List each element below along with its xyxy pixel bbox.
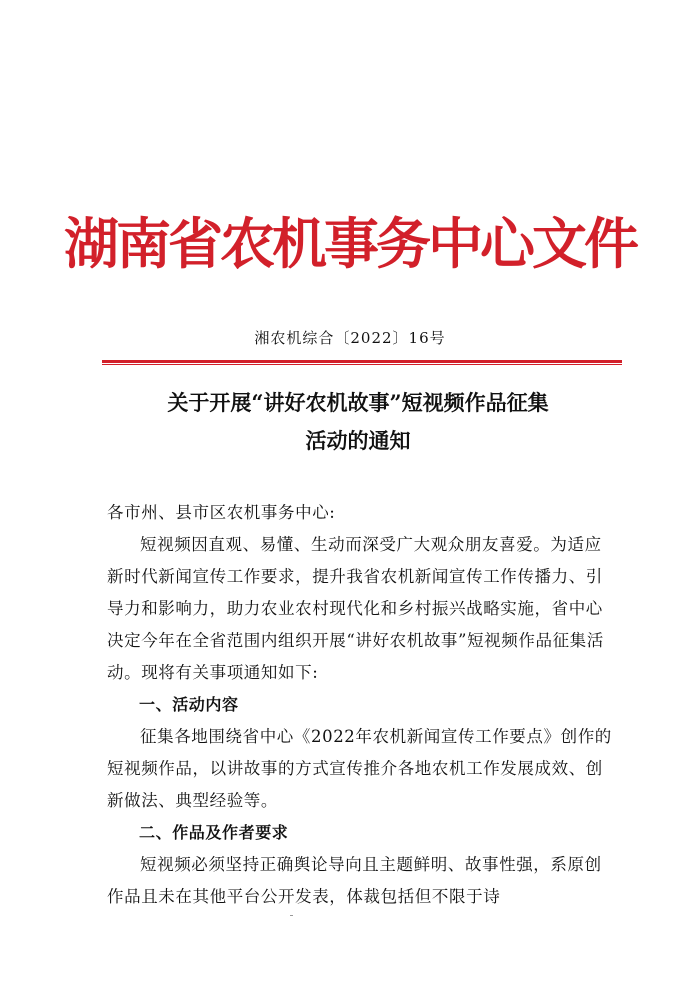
scan-speck [290,915,293,916]
intro-paragraph: 短视频因直观、易懂、生动而深受广大观众朋友喜爱。为适应新时代新闻宣传工作要求，提升我省农机新闻宣传工作传播力、引导力和影响力，助力农业农村现代化和乡村振兴战略实施，省中心决定今年在全省范围内组织开展“讲好农机故事”短视频作品征集活动。现将有关事项通知如下: [107,535,604,682]
document-body [107,497,613,913]
section-heading-work-requirements: 二、作品及作者要求 [139,823,289,842]
notice-title-line1: 关于开展“讲好农机故事”短视频作品征集 [167,390,549,415]
salutation: 各市州、县市区农机事务中心: [107,503,336,522]
document-number: 湘农机综合〔2022〕16号 [254,329,446,347]
red-divider-thick [102,360,622,363]
section-heading-activity-content: 一、活动内容 [139,695,239,714]
notice-title [88,384,628,460]
notice-title-line2: 活动的通知 [305,428,411,453]
document-header-title: 湖南省农机事务中心文件 [63,211,636,276]
activity-content-paragraph: 征集各地围绕省中心《2022年农机新闻宣传工作要点》创作的短视频作品，以讲故事的方式宣传推介各地农机工作发展成效、创新做法、典型经验等。 [107,727,612,810]
work-requirements-paragraph: 短视频必须坚持正确舆论导向且主题鲜明、故事性强，系原创作品且未在其他平台公开发表，体裁包括但不限于诗 [107,855,602,906]
red-divider-thin [102,364,622,365]
